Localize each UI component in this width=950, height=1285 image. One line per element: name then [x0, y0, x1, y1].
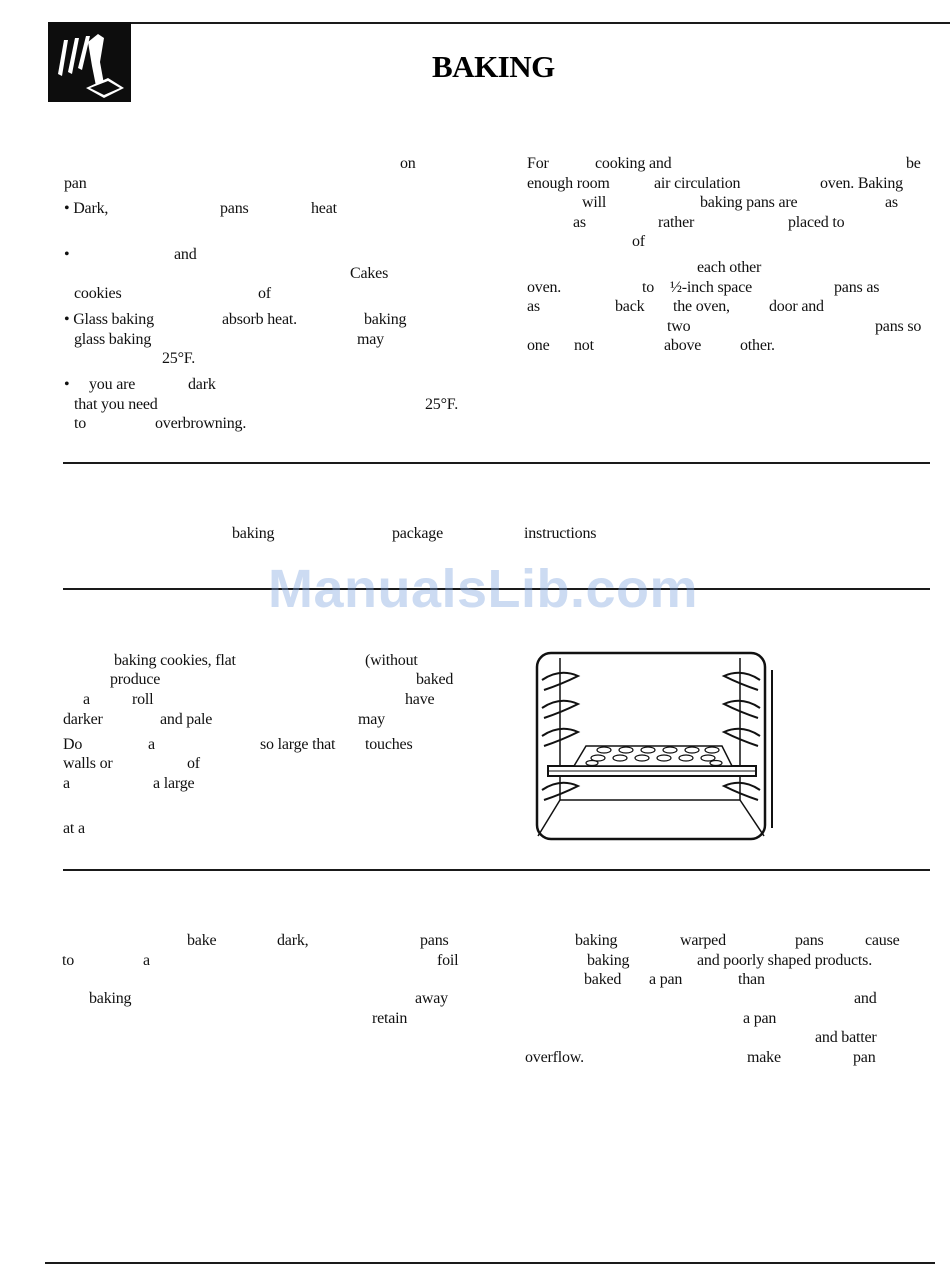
- word: overbrowning.: [155, 415, 247, 432]
- word: as: [885, 194, 898, 211]
- word: to: [74, 415, 87, 432]
- word: overflow.: [525, 1049, 584, 1066]
- word: heat: [311, 200, 337, 217]
- word: pans so: [875, 318, 922, 335]
- word: may: [357, 331, 384, 348]
- oven-interior-icon: [534, 650, 774, 846]
- word: have: [405, 691, 435, 708]
- word: a pan: [649, 971, 683, 988]
- word: baking: [587, 952, 630, 969]
- word: baking: [364, 311, 407, 328]
- word: oven.: [527, 279, 562, 296]
- word: baking: [232, 525, 275, 542]
- word: For: [527, 155, 549, 172]
- word: •: [64, 376, 70, 393]
- word: pans: [420, 932, 449, 949]
- word: Do: [63, 736, 83, 753]
- word: on: [400, 155, 416, 172]
- word: other.: [740, 337, 775, 354]
- word: pans as: [834, 279, 880, 296]
- word: as: [573, 214, 586, 231]
- word: ½-inch space: [670, 279, 753, 296]
- word: baked: [416, 671, 454, 688]
- word: as: [527, 298, 540, 315]
- word: •: [64, 246, 70, 263]
- word: door and: [769, 298, 824, 315]
- word: placed to: [788, 214, 845, 231]
- word: to: [62, 952, 75, 969]
- word: a large: [153, 775, 195, 792]
- oven-rack-illustration: [534, 650, 774, 846]
- word: cookies: [74, 285, 122, 302]
- word: instructions: [524, 525, 597, 542]
- word: baking pans are: [700, 194, 798, 211]
- word: Cakes: [350, 265, 389, 282]
- word: so large that: [260, 736, 336, 753]
- word: the oven,: [673, 298, 730, 315]
- word: roll: [132, 691, 154, 708]
- word: oven. Baking: [820, 175, 903, 192]
- footer-rule: [45, 1262, 935, 1264]
- page-title: BAKING: [432, 49, 555, 84]
- word: pan: [64, 175, 87, 192]
- word: each other: [697, 259, 762, 276]
- word: at a: [63, 820, 85, 837]
- word: retain: [372, 1010, 408, 1027]
- word: of: [187, 755, 200, 772]
- word: • Dark,: [64, 200, 109, 217]
- word: cause: [865, 932, 900, 949]
- word: air circulation: [654, 175, 741, 192]
- word: absorb heat.: [222, 311, 297, 328]
- word: pans: [795, 932, 824, 949]
- section-divider-1: [63, 462, 930, 464]
- word: a: [143, 952, 150, 969]
- word: pans: [220, 200, 249, 217]
- word: a: [63, 775, 70, 792]
- word: to: [642, 279, 655, 296]
- word: pan: [853, 1049, 876, 1066]
- word: darker: [63, 711, 103, 728]
- word: and: [174, 246, 197, 263]
- word: baking: [575, 932, 618, 949]
- word: baking cookies, flat: [114, 652, 236, 669]
- word: foil: [437, 952, 459, 969]
- word: make: [747, 1049, 781, 1066]
- word: rather: [658, 214, 695, 231]
- word: above: [664, 337, 702, 354]
- word: baking: [89, 990, 132, 1007]
- word: back: [615, 298, 645, 315]
- word: and pale: [160, 711, 213, 728]
- word: a pan: [743, 1010, 777, 1027]
- word: a: [83, 691, 90, 708]
- word: dark,: [277, 932, 309, 949]
- word: and poorly shaped products.: [697, 952, 873, 969]
- word: two: [667, 318, 691, 335]
- word: a: [148, 736, 155, 753]
- word: of: [258, 285, 271, 302]
- word: package: [392, 525, 444, 542]
- word: and batter: [815, 1029, 877, 1046]
- word: 25°F.: [162, 350, 196, 367]
- word: walls or: [63, 755, 113, 772]
- word: and: [854, 990, 877, 1007]
- word: than: [738, 971, 765, 988]
- word: glass baking: [74, 331, 152, 348]
- word: cooking and: [595, 155, 672, 172]
- word: (without: [365, 652, 418, 669]
- word: enough room: [527, 175, 610, 192]
- word: of: [632, 233, 645, 250]
- header-rule: [131, 22, 950, 24]
- word: away: [415, 990, 448, 1007]
- word: produce: [110, 671, 161, 688]
- word: touches: [365, 736, 413, 753]
- word: you are: [89, 376, 136, 393]
- watermark: ManualsLib.com: [268, 559, 699, 619]
- word: 25°F.: [425, 396, 459, 413]
- word: that you need: [74, 396, 158, 413]
- word: will: [582, 194, 607, 211]
- baking-logo: [48, 22, 131, 102]
- hand-pan-icon: [48, 22, 131, 102]
- word: bake: [187, 932, 217, 949]
- word: may: [358, 711, 385, 728]
- word: be: [906, 155, 921, 172]
- word: baked: [584, 971, 622, 988]
- word: not: [574, 337, 594, 354]
- word: one: [527, 337, 550, 354]
- word: warped: [680, 932, 726, 949]
- section-divider-3: [63, 869, 930, 871]
- word: dark: [188, 376, 216, 393]
- word: • Glass baking: [64, 311, 154, 328]
